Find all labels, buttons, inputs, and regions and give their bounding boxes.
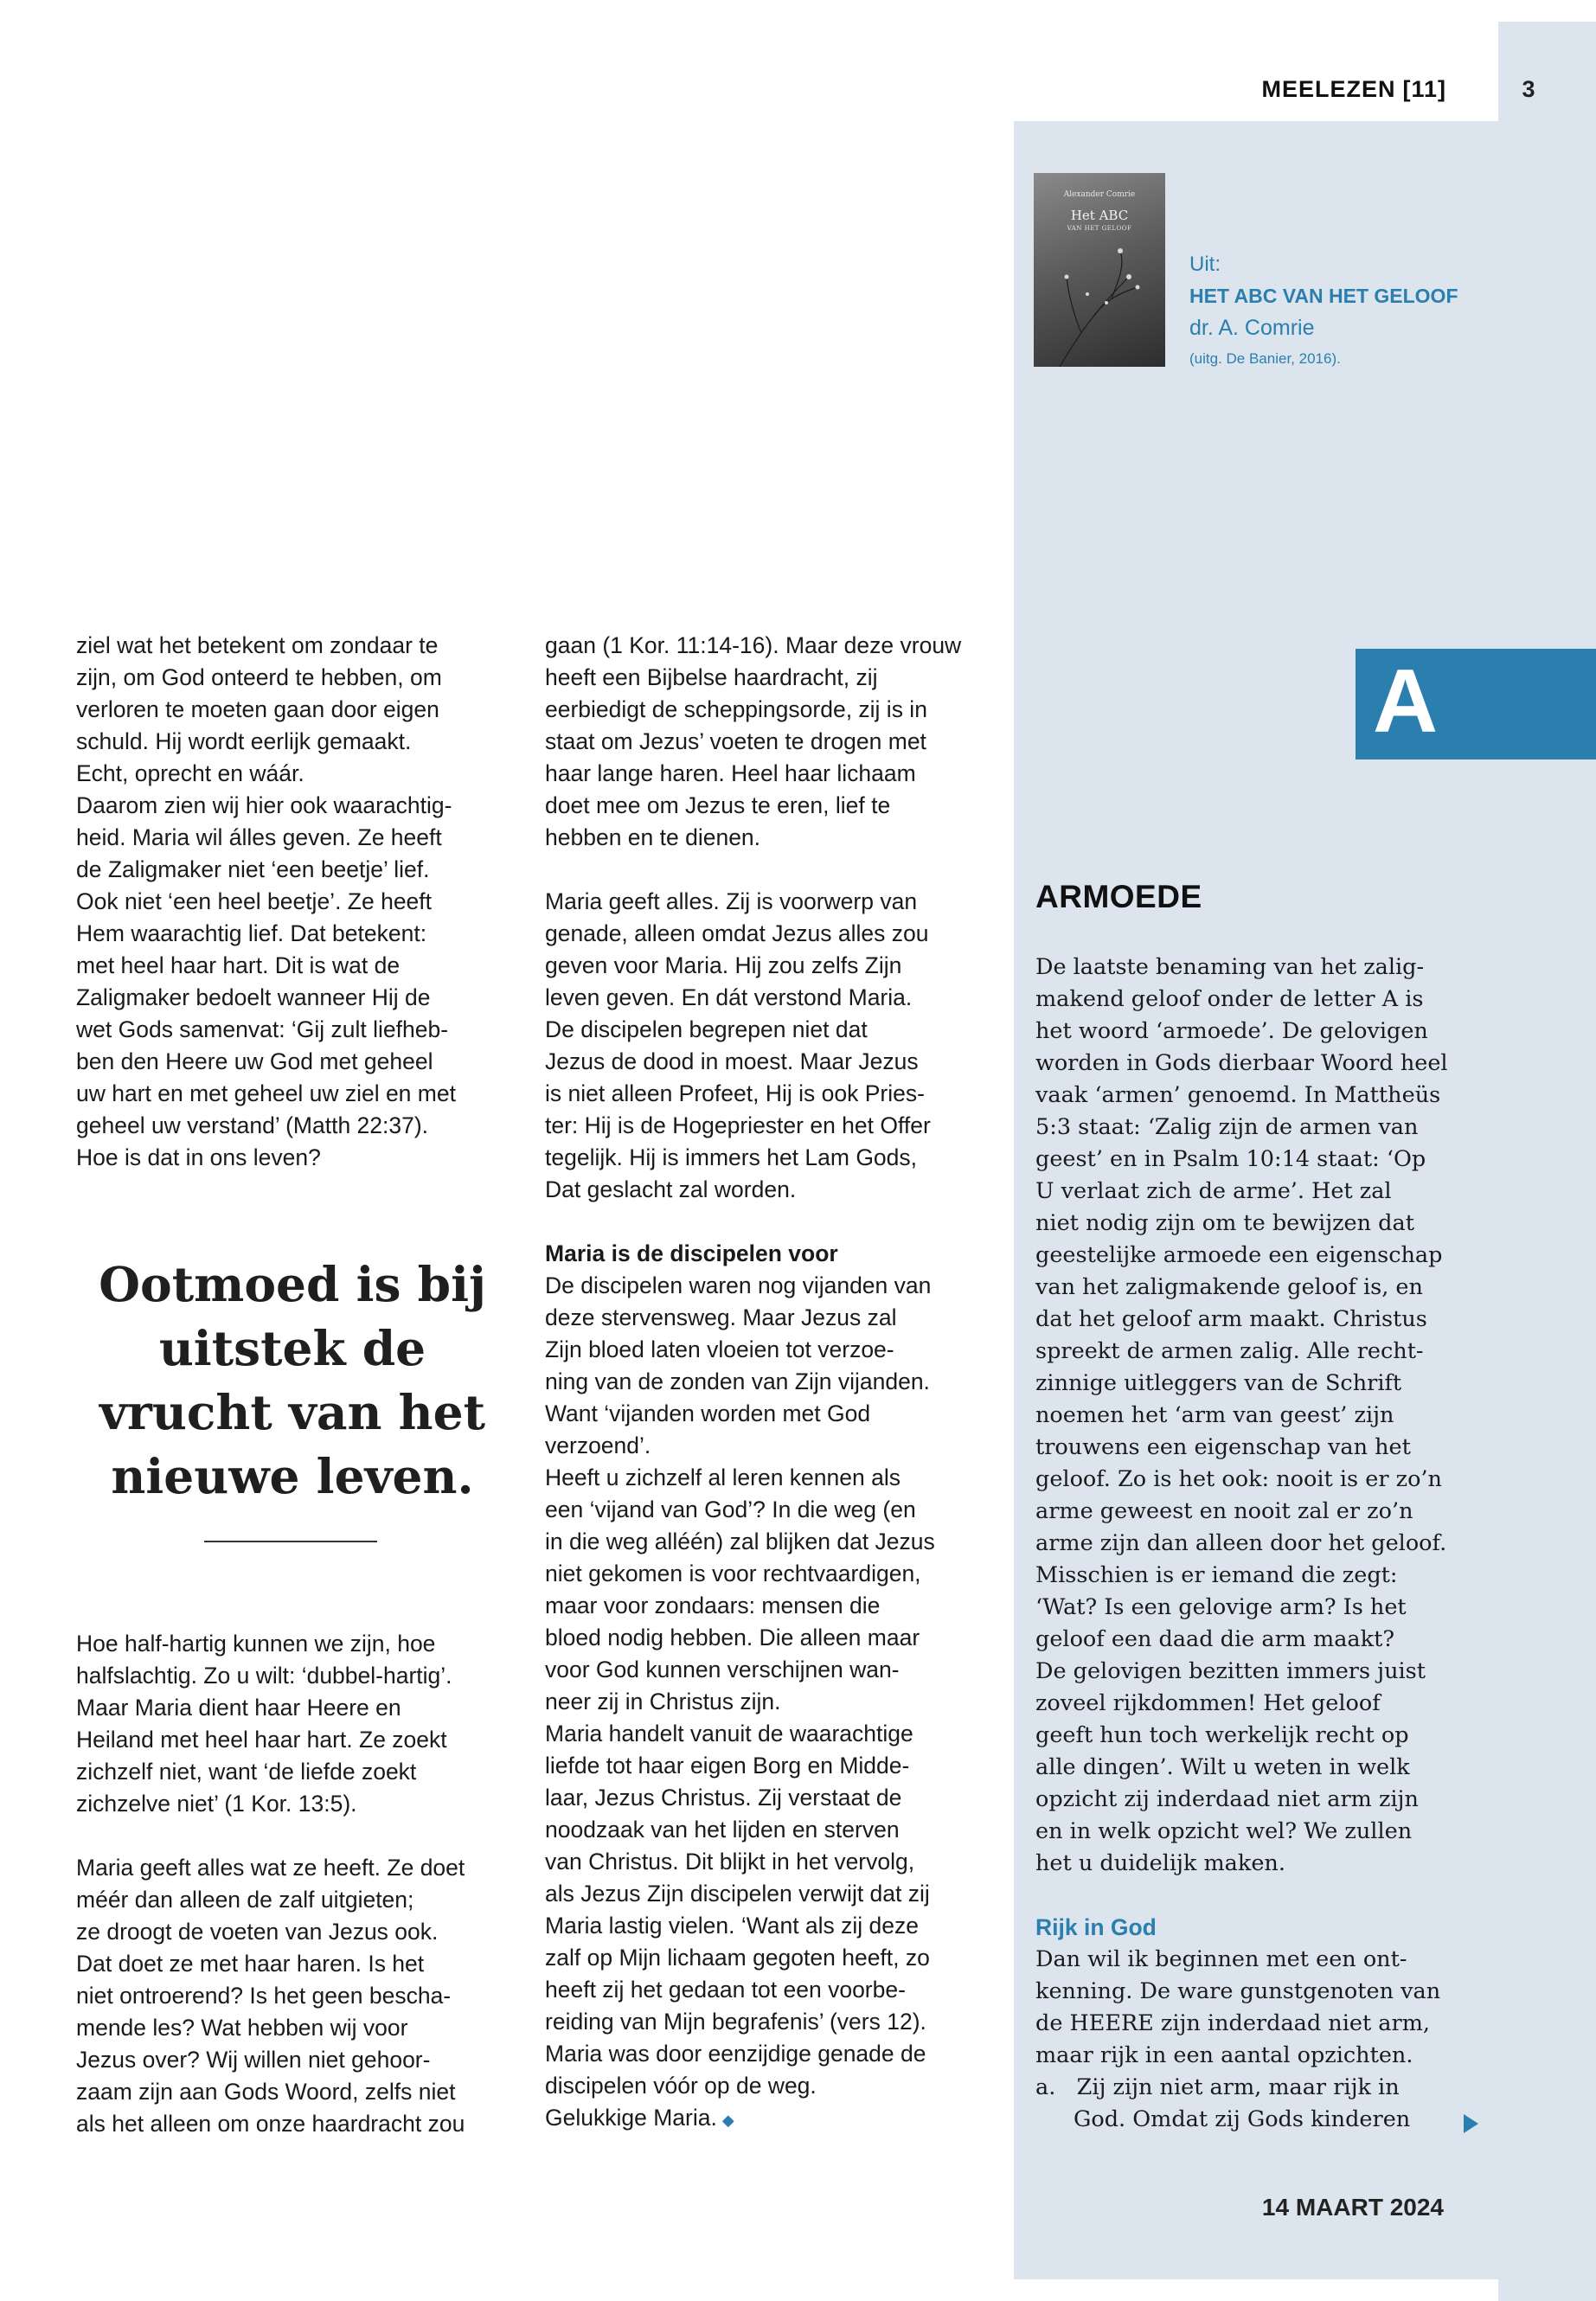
text-line: zichzelve niet’ (1 Kor. 13:5).	[76, 1791, 357, 1817]
text-line: De discipelen begrepen niet dat	[545, 1016, 868, 1042]
text-line: maar rijk in een aantal opzichten.	[1035, 2042, 1413, 2068]
text-line: verzoend’.	[545, 1433, 651, 1458]
text-line: geeft hun toch werkelijk recht op	[1035, 1722, 1409, 1748]
column-1-paragraph-3	[76, 1852, 513, 2140]
book-author: dr. A. Comrie	[1189, 316, 1315, 340]
text-line: niet ontroerend? Is het geen bescha-	[76, 1983, 452, 2009]
text-line: zalf op Mijn lichaam gegoten heeft, zo	[545, 1945, 930, 1971]
text-line: doet mee om Jezus te eren, lief te	[545, 792, 891, 818]
closing-line: Gelukkige Maria.	[545, 2105, 717, 2131]
text-line: is niet alleen Profeet, Hij is ook Pries-	[545, 1080, 925, 1106]
subheading: Maria is de discipelen voor	[545, 1240, 838, 1266]
section-title: MEELEZEN	[1261, 76, 1396, 102]
text-line: Hoe is dat in ons leven?	[76, 1144, 321, 1170]
text-line: Echt, oprecht en wáár.	[76, 760, 304, 786]
text-line: heid. Maria wil álles geven. Ze heeft	[76, 824, 442, 850]
text-line: Dan wil ik beginnen met een ont-	[1035, 1946, 1407, 1972]
text-line: laar, Jezus Christus. Zij verstaat de	[545, 1785, 902, 1811]
text-line: de Zaligmaker niet ‘een beetje’ lief.	[76, 856, 430, 882]
text-line: als Jezus Zijn discipelen verwijt dat zij	[545, 1881, 930, 1907]
column-1-paragraph-2	[76, 1628, 513, 1820]
text-line: Heeft u zichzelf al leren kennen als	[545, 1465, 901, 1490]
text-line: Zaligmaker bedoelt wanneer Hij de	[76, 984, 431, 1010]
text-line: maar voor zondaars: mensen die	[545, 1593, 881, 1618]
text-line: zoveel rijkdommen! Het geloof	[1035, 1690, 1381, 1716]
text-line: de HEERE zijn inderdaad niet arm,	[1035, 2010, 1430, 2036]
text-line: gaan (1 Kor. 11:14-16). Maar deze vrouw	[545, 632, 962, 658]
page-number-tab	[1498, 22, 1596, 2301]
book-from-label: Uit:	[1189, 253, 1221, 276]
text-line: noodzaak van het lijden en sterven	[545, 1817, 900, 1843]
text-line: zichzelf niet, want ‘de liefde zoekt	[76, 1759, 417, 1785]
text-line: het woord ‘armoede’. De gelovigen	[1035, 1018, 1428, 1044]
text-line: verloren te moeten gaan door eigen	[76, 696, 439, 722]
text-line: heeft een Bijbelse haardracht, zij	[545, 664, 878, 690]
section-header	[1261, 76, 1446, 103]
text-line: ter: Hij is de Hogepriester en het Offer	[545, 1112, 931, 1138]
text-line: De discipelen waren nog vijanden van	[545, 1272, 932, 1298]
text-line: van Christus. Dit blijkt in het vervolg,	[545, 1849, 915, 1875]
text-line: staat om Jezus’ voeten te drogen met	[545, 728, 926, 754]
book-cover-author: Alexander Comrie	[1063, 190, 1136, 199]
text-line: spreekt de armen zalig. Alle recht-	[1035, 1338, 1424, 1364]
text-line: reiding van Mijn begrafenis’ (vers 12).	[545, 2009, 926, 2035]
text-line: geven voor Maria. Hij zou zelfs Zijn	[545, 952, 902, 978]
text-line: noemen het ‘arm van geest’ zijn	[1035, 1402, 1394, 1428]
text-line: Dat geslacht zal worden.	[545, 1176, 797, 1202]
text-line: Dat doet ze met haar haren. Is het	[76, 1951, 425, 1977]
text-line: arme geweest en nooit zal er zo’n	[1035, 1498, 1413, 1524]
text-line: uw hart en met geheel uw ziel en met	[76, 1080, 456, 1106]
text-line: als het alleen om onze haardracht zou	[76, 2111, 465, 2137]
text-line: dat het geloof arm maakt. Christus	[1035, 1306, 1427, 1332]
text-line: worden in Gods dierbaar Woord heel	[1035, 1050, 1448, 1076]
text-line: tegelijk. Hij is immers het Lam Gods,	[545, 1144, 918, 1170]
end-diamond-icon: ◆	[721, 2112, 734, 2129]
continue-arrow-icon	[1464, 2114, 1478, 2133]
text-line: zinnige uitleggers van de Schrift	[1035, 1370, 1402, 1396]
text-line: zaam zijn aan Gods Woord, zelfs niet	[76, 2079, 456, 2105]
text-line: Jezus over? Wij willen niet gehoor-	[76, 2047, 431, 2073]
text-line: heeft zij het gedaan tot een voorbe-	[545, 1977, 906, 2003]
text-line: geloof. Zo is het ook: nooit is er zo’n	[1035, 1466, 1442, 1492]
text-line: Zijn bloed laten vloeien tot verzoe-	[545, 1336, 894, 1362]
sidebar-subheading: Rijk in God	[1035, 1914, 1157, 1940]
text-line: Jezus de dood in moest. Maar Jezus	[545, 1048, 919, 1074]
text-line: met heel haar hart. Dit is wat de	[76, 952, 401, 978]
book-cover-plant-illustration	[1034, 173, 1165, 367]
text-line: vaak ‘armen’ genoemd. In Mattheüs	[1035, 1082, 1441, 1108]
text-line: ben den Heere uw God met geheel	[76, 1048, 433, 1074]
text-line: neer zij in Christus zijn.	[545, 1689, 781, 1715]
text-line: ‘Wat? Is een gelovige arm? Is het	[1035, 1594, 1407, 1620]
text-line: méér dan alleen de zalf uitgieten;	[76, 1887, 414, 1913]
text-line: Maar Maria dient haar Heere en	[76, 1695, 401, 1721]
text-line: voor God kunnen verschijnen wan-	[545, 1657, 900, 1682]
text-line: ze droogt de voeten van Jezus ook.	[76, 1919, 439, 1945]
text-line: geestelijke armoede een eigenschap	[1035, 1242, 1443, 1268]
text-line: bloed nodig hebben. Die alleen maar	[545, 1625, 920, 1650]
text-line: hebben en te dienen.	[545, 824, 761, 850]
text-line: De laatste benaming van het zalig-	[1035, 954, 1425, 980]
pull-quote-rule	[204, 1541, 377, 1542]
text-line: geest’ en in Psalm 10:14 staat: ‘Op	[1035, 1146, 1426, 1172]
sidebar-paragraph-1	[1035, 952, 1472, 1880]
text-line: Hem waarachtig lief. Dat betekent:	[76, 920, 427, 946]
text-line: kenning. De ware gunstgenoten van	[1035, 1978, 1441, 2004]
text-line: Want ‘vijanden worden met God	[545, 1400, 871, 1426]
text-line: U verlaat zich de arme’. Het zal	[1035, 1178, 1392, 1204]
text-line: halfslachtig. Zo u wilt: ‘dubbel-hartig’.	[76, 1663, 452, 1689]
text-line: zijn, om God onteerd te hebben, om	[76, 664, 442, 690]
book-publisher: (uitg. De Banier, 2016).	[1189, 350, 1341, 367]
column-2-paragraph-2	[545, 886, 995, 1206]
book-info	[1189, 249, 1488, 374]
text-line: Maria handelt vanuit de waarachtige	[545, 1721, 913, 1747]
text-line: wet Gods samenvat: ‘Gij zult liefheb-	[76, 1016, 449, 1042]
sidebar-heading: ARMOEDE	[1035, 879, 1202, 914]
sidebar-paragraph-2	[1035, 1944, 1472, 2072]
issue-date: 14 MAART 2024	[1261, 2194, 1444, 2221]
text-line: haar lange haren. Heel haar lichaam	[545, 760, 916, 786]
text-line: Hoe half-hartig kunnen we zijn, hoe	[76, 1631, 436, 1657]
text-line: Maria geeft alles. Zij is voorwerp van	[545, 888, 918, 914]
text-line: Heiland met heel haar hart. Ze zoekt	[76, 1727, 447, 1753]
text-line: een ‘vijand van God’? In die weg (en	[545, 1497, 916, 1522]
text-line: het u duidelijk maken.	[1035, 1850, 1285, 1876]
pull-quote: Ootmoed is bij uitstek de vrucht van het nieuwe leven.	[99, 1256, 486, 1504]
text-line: geloof een daad die arm maakt?	[1035, 1626, 1394, 1652]
text-line	[545, 2102, 995, 2137]
text-line: niet nodig zijn om te bewijzen dat	[1035, 1210, 1414, 1236]
text-line: a. Zij zijn niet arm, maar rijk in	[1035, 2074, 1400, 2100]
text-line: van het zaligmakende geloof is, en	[1035, 1274, 1423, 1300]
column-1-text	[76, 630, 513, 1174]
text-line: ziel wat het betekent om zondaar te	[76, 632, 439, 658]
text-line: 5:3 staat: ‘Zalig zijn de armen van	[1035, 1114, 1419, 1140]
text-line: Ook niet ‘een heel beetje’. Ze heeft	[76, 888, 433, 914]
text-line: Maria was door eenzijdige genade de	[545, 2041, 926, 2067]
column-1-continued	[76, 1628, 513, 2140]
page-number: 3	[1522, 76, 1535, 102]
column-1-paragraph-1	[76, 630, 513, 1174]
text-line: Maria geeft alles wat ze heeft. Ze doet	[76, 1855, 465, 1881]
column-2-paragraph-3	[545, 1270, 995, 2137]
book-cover-image	[1034, 173, 1165, 367]
book-cover-title: Het ABC	[1070, 208, 1129, 223]
text-line: Maria lastig vielen. ‘Want als zij deze	[545, 1913, 920, 1939]
text-line: liefde tot haar eigen Borg en Midde-	[545, 1753, 910, 1779]
text-line: Misschien is er iemand die zegt:	[1035, 1562, 1398, 1588]
text-line: trouwens een eigenschap van het	[1035, 1434, 1411, 1460]
text-line: in die weg alléén) zal blijken dat Jezus	[545, 1529, 935, 1554]
text-line: genade, alleen omdat Jezus alles zou	[545, 920, 929, 946]
alphabet-letter-box	[1356, 649, 1596, 760]
text-line: deze stervensweg. Maar Jezus zal	[545, 1304, 897, 1330]
text-line: De gelovigen bezitten immers juist	[1035, 1658, 1426, 1684]
text-line: makend geloof onder de letter A is	[1035, 986, 1424, 1012]
column-2-paragraph-1	[545, 630, 995, 854]
text-line: ning van de zonden van Zijn vijanden.	[545, 1368, 930, 1394]
sidebar-body	[1035, 952, 1472, 2136]
column-2-text	[545, 630, 995, 2137]
text-line: God. Omdat zij Gods kinderen	[1074, 2106, 1411, 2132]
text-line: alle dingen’. Wilt u weten in welk	[1035, 1754, 1410, 1780]
text-line: en in welk opzicht wel? We zullen	[1035, 1818, 1413, 1844]
text-line: mende les? Wat hebben wij voor	[76, 2015, 408, 2041]
text-line: arme zijn dan alleen door het geloof.	[1035, 1530, 1447, 1556]
list-item	[1035, 2072, 1472, 2136]
text-line: eerbiedigt de scheppingsorde, zij is in	[545, 696, 927, 722]
text-line: Daarom zien wij hier ook waarachtig-	[76, 792, 452, 818]
text-line: leven geven. En dát verstond Maria.	[545, 984, 913, 1010]
text-line: opzicht zij inderdaad niet arm zijn	[1035, 1786, 1419, 1812]
text-line: discipelen vóór op de weg.	[545, 2073, 817, 2099]
text-line: niet gekomen is voor rechtvaardigen,	[545, 1561, 921, 1586]
text-line: geheel uw verstand’ (Matth 22:37).	[76, 1112, 429, 1138]
book-cover-subtitle: VAN HET GELOOF	[1067, 225, 1132, 232]
issue-number: [11]	[1402, 76, 1446, 102]
alphabet-letter: A	[1373, 651, 1439, 752]
book-title: HET ABC VAN HET GELOOF	[1189, 285, 1458, 307]
text-line: schuld. Hij wordt eerlijk gemaakt.	[76, 728, 412, 754]
